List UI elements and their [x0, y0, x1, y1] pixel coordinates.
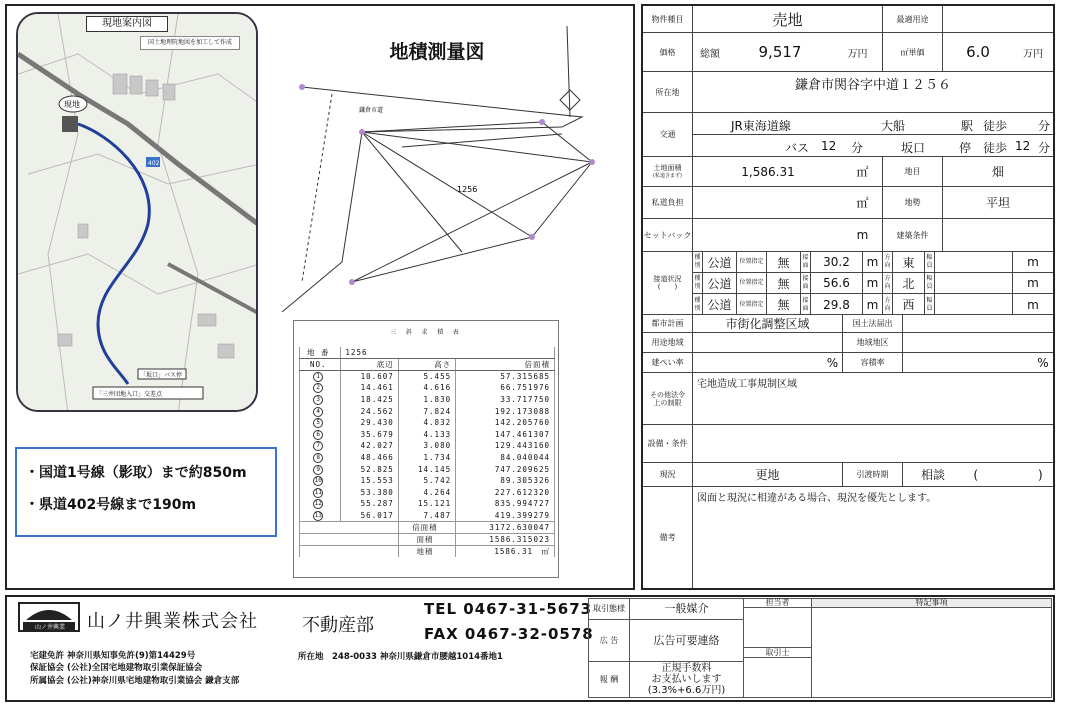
cell: 4.616 — [398, 382, 455, 394]
road-cell: 東 — [893, 252, 925, 272]
lot-number: 1256 — [341, 347, 555, 359]
col-header: 底辺 — [341, 359, 398, 371]
sqm-2: ㎡ — [843, 187, 883, 218]
sum-row — [300, 533, 555, 545]
table-row — [300, 405, 555, 417]
table-row — [300, 463, 555, 475]
road-row — [693, 252, 1053, 273]
cell: 33.717750 — [456, 394, 555, 406]
yoseki-value — [903, 353, 1033, 372]
busstop-label: 「坂口」バス停 — [140, 372, 183, 379]
row-number: 12 — [314, 500, 322, 508]
row-number: 10 — [314, 477, 322, 485]
sqm: ㎡ — [843, 157, 883, 186]
survey-drawing — [262, 22, 612, 312]
address-label: 所在地 — [643, 72, 693, 112]
road-cell: 種別 — [693, 252, 703, 272]
other-label: その他法令上の制限 — [643, 373, 693, 424]
logo-icon — [18, 602, 80, 632]
road-rows — [693, 252, 1053, 314]
kokudo-label: 国土法届出 — [843, 315, 903, 332]
transaction-table — [588, 598, 1054, 700]
build-label: 建築条件 — [883, 219, 943, 251]
cell: 24.562 — [341, 405, 398, 417]
lot-label: 地 番 — [300, 347, 341, 359]
cell: 14.461 — [341, 382, 398, 394]
ad-label: 広 告 — [588, 620, 630, 662]
license-2: 保証協会 (公社)全国宅地建物取引業保証協会 — [30, 663, 203, 673]
license-1: 宅建免許 神奈川県知事免許(9)第14429号 — [30, 651, 196, 661]
cell: 53.380 — [341, 487, 398, 499]
map-drawing — [18, 14, 258, 412]
cell: 18.425 — [341, 394, 398, 406]
cell: 52.825 — [341, 463, 398, 475]
road-row — [693, 294, 1053, 315]
road-row — [693, 273, 1053, 294]
row-price — [643, 33, 1053, 72]
cell: 7.824 — [398, 405, 455, 417]
chisei-value: 平坦 — [985, 196, 1010, 210]
cell: 7.487 — [398, 510, 455, 522]
road-cell: 位置指定 — [737, 273, 767, 293]
man-unit-2: 万円 — [1023, 48, 1043, 60]
unit-label: ㎡単価 — [883, 33, 943, 71]
road-cell: 北 — [893, 273, 925, 293]
row-type — [643, 6, 1053, 33]
setback-value — [693, 219, 843, 251]
cell: 4.133 — [398, 429, 455, 441]
road-cell: 方向 — [883, 252, 893, 272]
route-402-label: 402 — [148, 160, 160, 167]
other-value: 宅地造成工事規制区域 — [697, 379, 797, 390]
table-row — [300, 394, 555, 406]
toho: 徒歩 — [983, 119, 1008, 133]
map-title: 現地案内図 — [86, 16, 168, 32]
private-value — [693, 187, 843, 218]
road-cell: m — [863, 294, 883, 315]
company-logo — [18, 602, 80, 632]
cell: 147.461307 — [456, 429, 555, 441]
cell: 56.017 — [341, 510, 398, 522]
address-value: 鎌倉市関谷字中道１２５６ — [794, 78, 951, 93]
row-number: 11 — [314, 488, 322, 496]
map-subtitle: 国土地理院地図を加工して作成 — [140, 36, 240, 50]
sum-row — [300, 521, 555, 533]
walk-minutes: 12 — [1015, 139, 1031, 153]
row-land — [643, 157, 1053, 187]
fee-label: 報 酬 — [588, 662, 630, 698]
tel: TEL 0467-31-5673 — [424, 600, 593, 618]
fee-line-1: 正規手数料 — [661, 663, 712, 674]
youto-label: 最適用途 — [883, 6, 943, 32]
total-label: 総額 — [700, 48, 720, 60]
table-row — [300, 452, 555, 464]
table-row — [300, 475, 555, 487]
location-map — [16, 12, 258, 412]
mode-value: 一般媒介 — [630, 598, 744, 620]
distance-line-1: ・国道1号線（影取）まで約850m — [25, 465, 247, 481]
cell: 35.679 — [341, 429, 398, 441]
sum-value: 1586.315023 — [456, 533, 555, 545]
chisei-label: 地勢 — [883, 187, 943, 218]
traffic-label: 交通 — [643, 113, 693, 156]
road-cell: 方向 — [883, 273, 893, 293]
cell: 55.287 — [341, 498, 398, 510]
table-row — [300, 510, 555, 522]
row-number: 5 — [313, 418, 323, 428]
table-row — [300, 498, 555, 510]
land-label-text: 土地面積 — [653, 163, 682, 172]
road-cell: 29.8 — [811, 294, 863, 315]
cell: 15.553 — [341, 475, 398, 487]
price-label: 価格 — [643, 33, 693, 71]
type-label: 物件種目 — [643, 6, 693, 32]
road-cell: 公道 — [703, 294, 737, 315]
private-label: 私道負担 — [643, 187, 693, 218]
hikiwatashi-value: 相談 — [920, 468, 945, 482]
row-setback — [643, 219, 1053, 252]
cell: 48.466 — [341, 452, 398, 464]
survey-title: 地積測量図 — [389, 41, 485, 63]
triangle-area-table — [293, 320, 559, 578]
road-cell: m — [1027, 255, 1039, 269]
hikiwatashi-label: 引渡時期 — [843, 463, 903, 486]
unit-price: 6.0 — [966, 43, 990, 61]
road-label-text: 接道状況 — [653, 275, 682, 283]
sum-value: 1586.31 ㎡ — [456, 545, 555, 557]
yoseki-label: 容積率 — [843, 353, 903, 372]
cell: 4.832 — [398, 417, 455, 429]
cell: 10.607 — [341, 371, 398, 383]
cell: 66.751976 — [456, 382, 555, 394]
road-cell: 位置指定 — [737, 252, 767, 272]
kokudo-value — [903, 315, 1053, 332]
toshi-value: 市街化調整区域 — [693, 315, 843, 332]
biko-label: 備考 — [643, 487, 693, 588]
fee-line-2: お支払いします — [651, 674, 722, 685]
table-row — [300, 429, 555, 441]
bus-minutes: 12 — [821, 139, 837, 153]
company-address: 所在地 248-0033 神奈川県鎌倉市腰越1014番地1 — [298, 652, 503, 662]
road-cell: 無 — [767, 273, 801, 293]
setback-label: セットバック — [643, 219, 693, 251]
cell: 84.040044 — [456, 452, 555, 464]
sum-row — [300, 545, 555, 557]
cell: 835.994727 — [456, 498, 555, 510]
mode-label: 取引態様 — [588, 598, 630, 620]
road-paren: ( ) — [657, 283, 678, 291]
row-road — [643, 252, 1053, 315]
train-line: JR東海道線 — [731, 119, 791, 133]
cell: 747.209625 — [456, 463, 555, 475]
ad-value: 広告可要連絡 — [630, 620, 744, 662]
road-cell: m — [1027, 297, 1039, 312]
road-cell: 西 — [893, 294, 925, 315]
chimoku-value: 畑 — [991, 165, 1004, 179]
survey-lot: 1256 — [457, 185, 478, 194]
table-title: 三 斜 求 積 表 — [390, 329, 462, 336]
land-area: 1,586.31 — [741, 164, 795, 179]
road-cell: 幅員 — [925, 294, 935, 315]
table-row — [300, 487, 555, 499]
build-value — [943, 219, 1053, 251]
row-biko — [643, 487, 1053, 588]
col-header: 高さ — [398, 359, 455, 371]
table-row — [300, 382, 555, 394]
road-cell: 接面 — [801, 252, 811, 272]
chiku-value — [903, 333, 1053, 352]
table-row — [300, 371, 555, 383]
land-label — [643, 157, 693, 186]
row-number: 6 — [313, 430, 323, 440]
sum-label: 地積 — [398, 545, 455, 557]
cell: 419.399279 — [456, 510, 555, 522]
sum-value: 3172.630047 — [456, 521, 555, 533]
road-cell — [935, 252, 1013, 272]
land-sub: (私道含まず) — [653, 172, 682, 179]
road-cell: 接面 — [801, 294, 811, 315]
intersection-label: 「三井団地入口」交差点 — [96, 391, 163, 398]
torihiki-value — [744, 658, 812, 698]
road-cell: m — [863, 252, 883, 272]
license-3: 所属協会 (公社)神奈川県宅地建物取引業協会 鎌倉支部 — [30, 676, 240, 686]
fax: FAX 0467-32-0578 — [424, 625, 594, 643]
row-other — [643, 373, 1053, 425]
table-row — [300, 440, 555, 452]
row-number: 7 — [313, 441, 323, 451]
road-cell: 方向 — [883, 294, 893, 315]
genkyo-value: 更地 — [693, 463, 843, 486]
company-name: 山ノ井興業株式会社 — [87, 611, 258, 632]
row-traffic — [643, 113, 1053, 157]
road-cell: 位置指定 — [737, 294, 767, 315]
cell: 4.264 — [398, 487, 455, 499]
station: 大船 — [881, 119, 906, 133]
cell: 227.612320 — [456, 487, 555, 499]
area-table — [299, 347, 555, 557]
road-label — [643, 252, 693, 314]
fun: 分 — [1038, 119, 1051, 133]
road-cell: 幅員 — [925, 252, 935, 272]
hikiwatashi-paren: ( ) — [973, 468, 1043, 482]
chimoku-label: 地目 — [883, 157, 943, 186]
eki: 駅 — [961, 119, 974, 133]
cell: 57.315685 — [456, 371, 555, 383]
cell: 1.830 — [398, 394, 455, 406]
setsubi-value — [693, 425, 1053, 462]
tanto-label: 担当者 — [744, 598, 812, 608]
tokki-value — [812, 608, 1052, 698]
spec-table — [641, 4, 1055, 590]
logo-text: 山ノ井興業 — [35, 624, 66, 631]
meter-unit: m — [843, 219, 883, 251]
traffic-detail — [693, 113, 1053, 156]
road-cell: 無 — [767, 294, 801, 315]
sum-label: 面積 — [398, 533, 455, 545]
bus: バス — [785, 141, 810, 155]
toshi-label: 都市計画 — [643, 315, 693, 332]
row-private — [643, 187, 1053, 219]
fee-value — [630, 662, 744, 698]
row-number: 9 — [313, 465, 323, 475]
cell: 29.430 — [341, 417, 398, 429]
road-cell — [935, 294, 1013, 315]
biko-value: 図面と現況に相違がある場合、現況を優先とします。 — [697, 493, 937, 504]
row-address — [643, 72, 1053, 113]
cell: 192.173088 — [456, 405, 555, 417]
row-number: 3 — [313, 395, 323, 405]
row-youto — [643, 333, 1053, 353]
cell: 89.305326 — [456, 475, 555, 487]
tokki-label: 特記事項 — [812, 598, 1052, 608]
cell: 142.205760 — [456, 417, 555, 429]
col-header: NO. — [300, 359, 341, 371]
row-toshi — [643, 315, 1053, 333]
cell: 1.734 — [398, 452, 455, 464]
fee-line-3: (3.3%+6.6万円) — [647, 685, 726, 696]
tei: 停 — [959, 141, 972, 155]
youto2-value — [693, 333, 843, 352]
type-value: 売地 — [693, 6, 883, 32]
road-cell: 56.6 — [811, 273, 863, 293]
kenpei-label: 建ぺい率 — [643, 353, 693, 372]
total-price: 9,517 — [758, 43, 802, 61]
row-number: 13 — [314, 511, 322, 519]
chiku-label: 地域地区 — [843, 333, 903, 352]
department: 不動産部 — [302, 615, 374, 636]
youto-value — [943, 6, 1053, 32]
row-number: 2 — [313, 383, 323, 393]
row-number: 4 — [313, 407, 323, 417]
kenpei-value — [693, 353, 823, 372]
youto2-label: 用途地域 — [643, 333, 693, 352]
row-number: 8 — [313, 453, 323, 463]
cell: 14.145 — [398, 463, 455, 475]
road-cell: 幅員 — [925, 273, 935, 293]
sum-label: 倍面積 — [398, 521, 455, 533]
man-unit: 万円 — [833, 33, 883, 71]
road-cell: m — [1027, 276, 1039, 290]
cell: 3.080 — [398, 440, 455, 452]
cell: 15.121 — [398, 498, 455, 510]
road-cell: 接面 — [801, 273, 811, 293]
tanto-value — [744, 608, 812, 648]
bus-stop: 坂口 — [901, 141, 926, 155]
cell: 129.443160 — [456, 440, 555, 452]
col-header: 倍面積 — [456, 359, 555, 371]
pct: % — [823, 353, 843, 372]
site-label: 現地 — [64, 100, 80, 109]
toho-2: 徒歩 — [983, 141, 1008, 155]
row-kenpei — [643, 353, 1053, 373]
survey-road-label: 鎌倉市道 — [359, 107, 384, 114]
cell: 5.742 — [398, 475, 455, 487]
pct-2: % — [1037, 355, 1049, 370]
bus-fun: 分 — [851, 141, 864, 155]
fun-2: 分 — [1038, 141, 1051, 155]
setsubi-label: 設備・条件 — [643, 425, 693, 462]
cell: 5.455 — [398, 371, 455, 383]
road-cell — [935, 273, 1013, 293]
road-cell: m — [863, 273, 883, 293]
road-cell: 無 — [767, 252, 801, 272]
table-row — [300, 417, 555, 429]
torihiki-label: 取引士 — [744, 648, 812, 658]
distance-line-2: ・県道402号線まで190m — [25, 497, 197, 513]
distance-box — [15, 447, 277, 537]
cell: 42.027 — [341, 440, 398, 452]
road-cell: 30.2 — [811, 252, 863, 272]
row-setsubi — [643, 425, 1053, 463]
road-cell: 公道 — [703, 273, 737, 293]
road-cell: 公道 — [703, 252, 737, 272]
row-number: 1 — [313, 372, 323, 382]
road-cell: 種別 — [693, 294, 703, 315]
genkyo-label: 現況 — [643, 463, 693, 486]
row-genkyo — [643, 463, 1053, 487]
road-cell: 種別 — [693, 273, 703, 293]
